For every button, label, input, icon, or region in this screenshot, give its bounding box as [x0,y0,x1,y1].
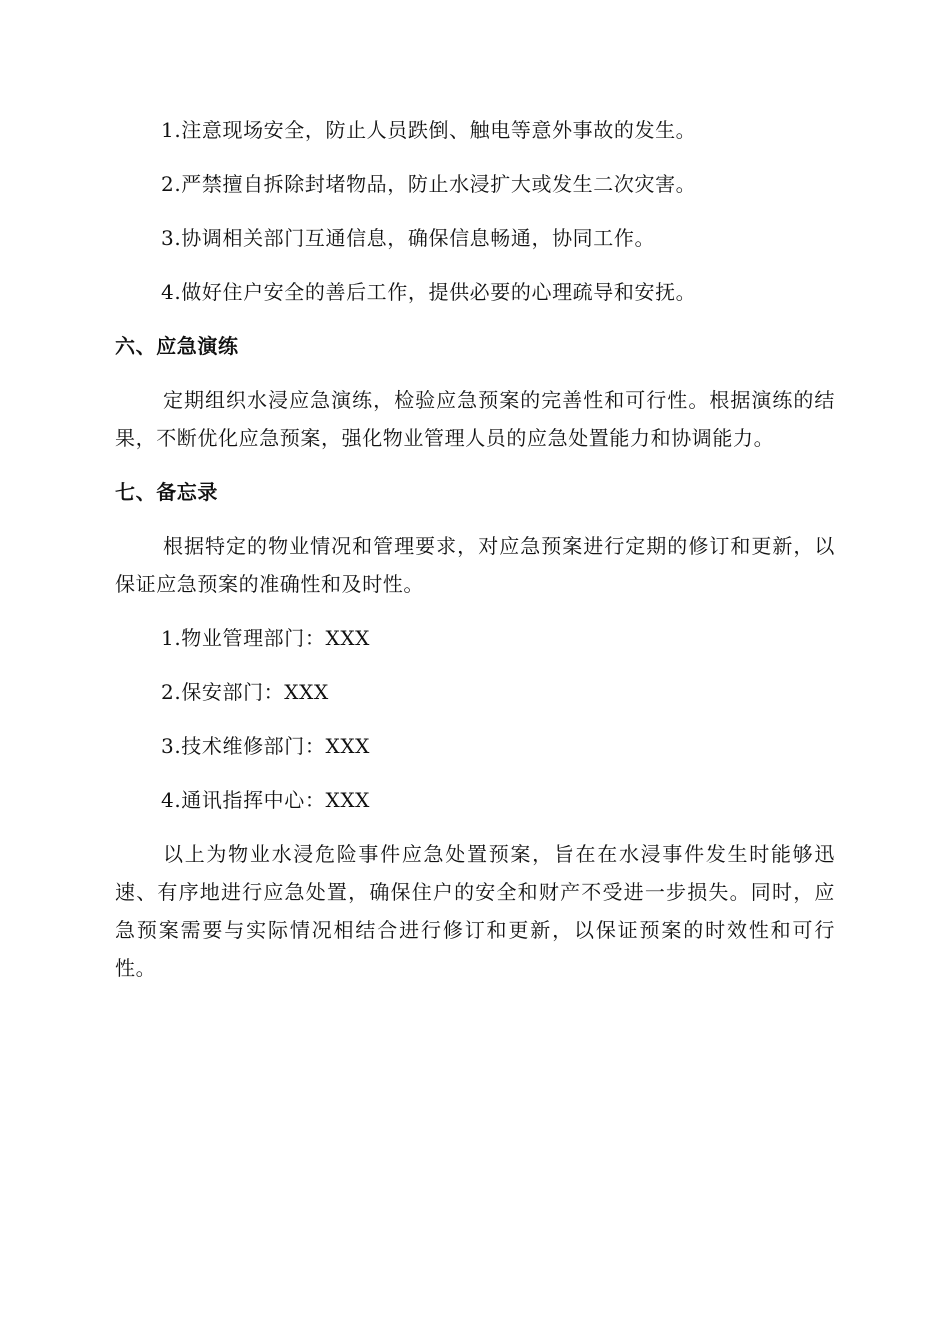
contact-item: 2.保安部门：XXX [161,680,329,704]
list-item: 3.协调相关部门互通信息，确保信息畅通，协同工作。 [161,226,656,250]
conclusion-paragraph: 以上为物业水浸危险事件应急处置预案，旨在在水浸事件发生时能够迅速、有序地进行应急处置，确保住户的安全和财产不受进一步损失。同时，应急预案需要与实际情况相结合进行修订和更新，以保证预案的时效性和可行性。 [115,842,835,980]
list-item: 2.严禁擅自拆除封堵物品，防止水浸扩大或发生二次灾害。 [161,172,697,196]
list-item: 4.做好住户安全的善后工作，提供必要的心理疏导和安抚。 [161,280,697,304]
contact-item: 3.技术维修部门：XXX [161,734,370,758]
document-content [115,111,835,1003]
memo-paragraph: 根据特定的物业情况和管理要求，对应急预案进行定期的修订和更新，以保证应急预案的准确性和及时性。 [115,534,835,596]
drill-paragraph: 定期组织水浸应急演练，检验应急预案的完善性和可行性。根据演练的结果，不断优化应急预案，强化物业管理人员的应急处置能力和协调能力。 [115,388,835,450]
list-item: 1.注意现场安全，防止人员跌倒、触电等意外事故的发生。 [161,118,697,142]
contact-item: 1.物业管理部门：XXX [161,626,370,650]
contact-item: 4.通讯指挥中心：XXX [161,788,370,812]
section-heading-memo: 七、备忘录 [115,480,218,504]
section-heading-drill: 六、应急演练 [115,334,239,358]
